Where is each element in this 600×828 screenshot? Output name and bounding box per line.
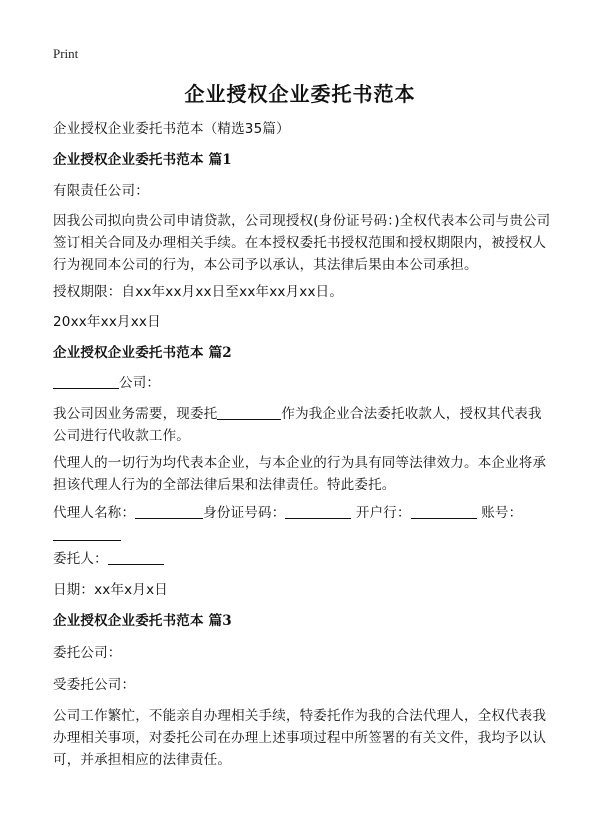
paragraph: 有限责任公司： (53, 183, 149, 199)
blank-line (285, 504, 351, 519)
paragraph (53, 403, 553, 447)
id-number-label: 身份证号码： (203, 505, 286, 521)
blank-line (53, 526, 121, 541)
principal-line (53, 548, 553, 570)
blank-line (135, 504, 203, 519)
paragraph: 公司工作繁忙，不能亲自办理相关手续，特委托作为我的合法代理人，全权代表我办理相关事项，对委托公司在办理上述事项过程中所签署的有关文件，我均予以认可，并承担相应的法律责任。 (53, 708, 547, 768)
paragraph: 因我公司拟向贵公司申请贷款，公司现授权(身份证号码：)全权代表本公司与贵公司签订相关合同及办理相关手续。在本授权委托书授权范围和授权期限内，被授权人行为视同本公司的行为，本公司予以承认，其法律后果由本公司承担。 (53, 213, 551, 273)
section-heading-1: 企业授权企业委托书范本 篇1 (53, 152, 232, 168)
blank-line (53, 374, 119, 389)
bank-label: 开户行： (355, 505, 411, 521)
paragraph: 日期：xx年x月x日 (53, 582, 168, 598)
agent-info-line (53, 502, 553, 546)
section-heading-2: 企业授权企业委托书范本 篇2 (53, 345, 232, 361)
blank-line (411, 504, 477, 519)
principal-label: 委托人： (53, 551, 108, 567)
blank-line (108, 550, 164, 565)
agent-name-label: 代理人名称： (53, 505, 136, 521)
company-suffix: 公司： (119, 375, 161, 391)
paragraph: 委托公司： (53, 645, 122, 661)
paragraph: 代理人的一切行为均代表本企业，与本企业的行为具有同等法律效力。本企业将承担该代理人行为的全部法律后果和法律责任。特此委托。 (53, 455, 547, 493)
paragraph: 受委托公司： (53, 677, 136, 693)
paragraph-text-b: 作为我企业合法委托收款人，授权其代表我公司进行代收款工作。 (53, 406, 542, 444)
company-line (53, 372, 553, 394)
blank-line (217, 405, 281, 420)
account-label: 账号： (481, 505, 523, 521)
paragraph-text-a: 我公司因业务需要，现委托 (53, 406, 218, 422)
page-title: 企业授权企业委托书范本 (184, 82, 416, 106)
paragraph: 20xx年xx月xx日 (53, 314, 161, 330)
section-heading-3: 企业授权企业委托书范本 篇3 (53, 613, 232, 629)
document-subtitle: 企业授权企业委托书范本（精选35篇） (53, 121, 290, 137)
paragraph: 授权期限：自xx年xx月xx日至xx年xx月xx日。 (53, 284, 344, 300)
print-link[interactable]: Print (53, 46, 79, 61)
